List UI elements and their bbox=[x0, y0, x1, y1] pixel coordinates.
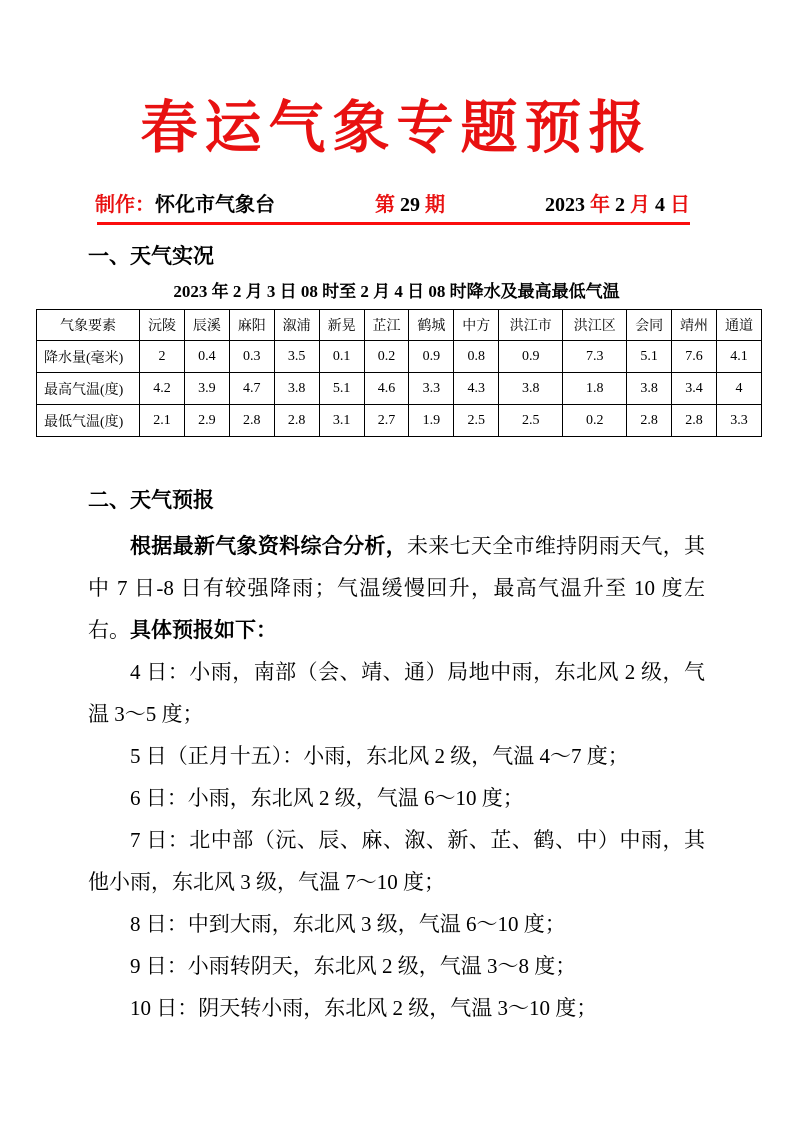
table-value-cell: 5.1 bbox=[627, 341, 672, 373]
table-row bbox=[37, 373, 762, 405]
forecast-intro-lead: 根据最新气象资料综合分析， bbox=[130, 534, 407, 559]
forecast-day-paragraph: 6 日：小雨，东北风 2 级，气温 6～10 度； bbox=[130, 786, 524, 811]
table-value-cell: 0.9 bbox=[499, 341, 563, 373]
table-value-cell: 0.3 bbox=[229, 341, 274, 373]
table-row bbox=[37, 341, 762, 373]
table-value-cell: 3.8 bbox=[274, 373, 319, 405]
table-value-cell: 0.4 bbox=[184, 341, 229, 373]
forecast-intro-text: 未来七天全市维持阴雨天气，其中 7 日-8 日有较强降雨；气温缓慢回升，最高气温升至 10 度左右。 bbox=[88, 534, 705, 643]
table-row bbox=[37, 405, 762, 437]
table-value-cell: 4.7 bbox=[229, 373, 274, 405]
table-value-cell: 4.1 bbox=[717, 341, 762, 373]
table-station-header: 溆浦 bbox=[274, 310, 319, 341]
table-value-cell: 4.2 bbox=[140, 373, 185, 405]
table-value-cell: 3.3 bbox=[409, 373, 454, 405]
issue-group bbox=[375, 188, 445, 217]
date-day: 4 bbox=[655, 194, 665, 217]
table-value-cell: 0.9 bbox=[409, 341, 454, 373]
meta-row bbox=[95, 188, 690, 217]
table-value-cell: 0.1 bbox=[319, 341, 364, 373]
date-year: 2023 bbox=[545, 194, 585, 217]
table-value-cell: 7.3 bbox=[563, 341, 627, 373]
forecast-days bbox=[88, 651, 705, 1029]
forecast-intro-paragraph bbox=[88, 525, 705, 651]
forecast-intro-tail: 具体预报如下： bbox=[130, 618, 277, 643]
issue-number: 29 bbox=[400, 194, 420, 217]
table-header-row bbox=[37, 310, 762, 341]
table-value-cell: 0.8 bbox=[454, 341, 499, 373]
table-value-cell: 1.8 bbox=[563, 373, 627, 405]
issue-suffix: 期 bbox=[425, 194, 445, 217]
table-value-cell: 2 bbox=[140, 341, 185, 373]
section-forecast-heading: 二、天气预报 bbox=[88, 488, 214, 513]
date-year-unit: 年 bbox=[590, 194, 610, 217]
date-month: 2 bbox=[615, 194, 625, 217]
table-value-cell: 2.7 bbox=[364, 405, 409, 437]
weather-table-title: 2023 年 2 月 3 日 08 时至 2 月 4 日 08 时降水及最高最低气温 bbox=[173, 282, 620, 302]
table-value-cell: 4.3 bbox=[454, 373, 499, 405]
table-station-header: 会同 bbox=[627, 310, 672, 341]
forecast-day-paragraph: 9 日：小雨转阴天，东北风 2 级，气温 3～8 度； bbox=[130, 954, 577, 979]
table-station-header: 中方 bbox=[454, 310, 499, 341]
issue-prefix: 第 bbox=[375, 194, 395, 217]
table-row-label: 降水量(毫米) bbox=[37, 341, 140, 373]
table-value-cell: 0.2 bbox=[563, 405, 627, 437]
table-station-header: 麻阳 bbox=[229, 310, 274, 341]
table-station-header: 芷江 bbox=[364, 310, 409, 341]
document-title: 春运气象专题预报 bbox=[140, 97, 653, 160]
weather-table bbox=[36, 309, 762, 437]
table-value-cell: 2.8 bbox=[672, 405, 717, 437]
forecast-day-paragraph: 8 日：中到大雨，东北风 3 级，气温 6～10 度； bbox=[130, 912, 566, 937]
forecast-body bbox=[88, 525, 705, 1029]
date-day-unit: 日 bbox=[670, 194, 690, 217]
table-value-cell: 3.3 bbox=[717, 405, 762, 437]
section-weather-observed-heading: 一、天气实况 bbox=[88, 244, 214, 269]
forecast-day-paragraph: 4 日：小雨，南部（会、靖、通）局地中雨，东北风 2 级，气温 3～5 度； bbox=[88, 660, 705, 727]
table-value-cell: 2.9 bbox=[184, 405, 229, 437]
table-value-cell: 4.6 bbox=[364, 373, 409, 405]
table-value-cell: 1.9 bbox=[409, 405, 454, 437]
table-value-cell: 2.8 bbox=[274, 405, 319, 437]
table-value-cell: 4 bbox=[717, 373, 762, 405]
table-station-header: 沅陵 bbox=[140, 310, 185, 341]
table-station-header: 鹤城 bbox=[409, 310, 454, 341]
forecast-day-paragraph: 7 日：北中部（沅、辰、麻、溆、新、芷、鹤、中）中雨，其他小雨，东北风 3 级，气温 7～10 度； bbox=[88, 828, 705, 895]
table-value-cell: 2.5 bbox=[454, 405, 499, 437]
producer-group bbox=[95, 188, 275, 217]
table-station-header: 洪江区 bbox=[563, 310, 627, 341]
table-value-cell: 3.1 bbox=[319, 405, 364, 437]
table-value-cell: 2.8 bbox=[627, 405, 672, 437]
table-value-cell: 3.5 bbox=[274, 341, 319, 373]
table-station-header: 通道 bbox=[717, 310, 762, 341]
table-station-header: 辰溪 bbox=[184, 310, 229, 341]
table-corner-cell: 气象要素 bbox=[37, 310, 140, 341]
date-group bbox=[545, 188, 690, 217]
table-value-cell: 2.1 bbox=[140, 405, 185, 437]
table-value-cell: 3.8 bbox=[499, 373, 563, 405]
table-station-header: 新晃 bbox=[319, 310, 364, 341]
table-station-header: 靖州 bbox=[672, 310, 717, 341]
producer-label: 制作： bbox=[95, 194, 155, 217]
table-value-cell: 7.6 bbox=[672, 341, 717, 373]
table-row-label: 最低气温(度) bbox=[37, 405, 140, 437]
table-value-cell: 0.2 bbox=[364, 341, 409, 373]
forecast-day-paragraph: 10 日：阴天转小雨，东北风 2 级，气温 3～10 度； bbox=[130, 996, 598, 1021]
table-value-cell: 3.8 bbox=[627, 373, 672, 405]
date-month-unit: 月 bbox=[630, 194, 650, 217]
table-value-cell: 5.1 bbox=[319, 373, 364, 405]
table-station-header: 洪江市 bbox=[499, 310, 563, 341]
producer-name: 怀化市气象台 bbox=[155, 194, 275, 217]
red-divider bbox=[97, 222, 690, 225]
table-row-label: 最高气温(度) bbox=[37, 373, 140, 405]
table-value-cell: 2.5 bbox=[499, 405, 563, 437]
table-value-cell: 2.8 bbox=[229, 405, 274, 437]
table-value-cell: 3.9 bbox=[184, 373, 229, 405]
forecast-day-paragraph: 5 日（正月十五）：小雨，东北风 2 级，气温 4～7 度； bbox=[130, 744, 629, 769]
table-value-cell: 3.4 bbox=[672, 373, 717, 405]
